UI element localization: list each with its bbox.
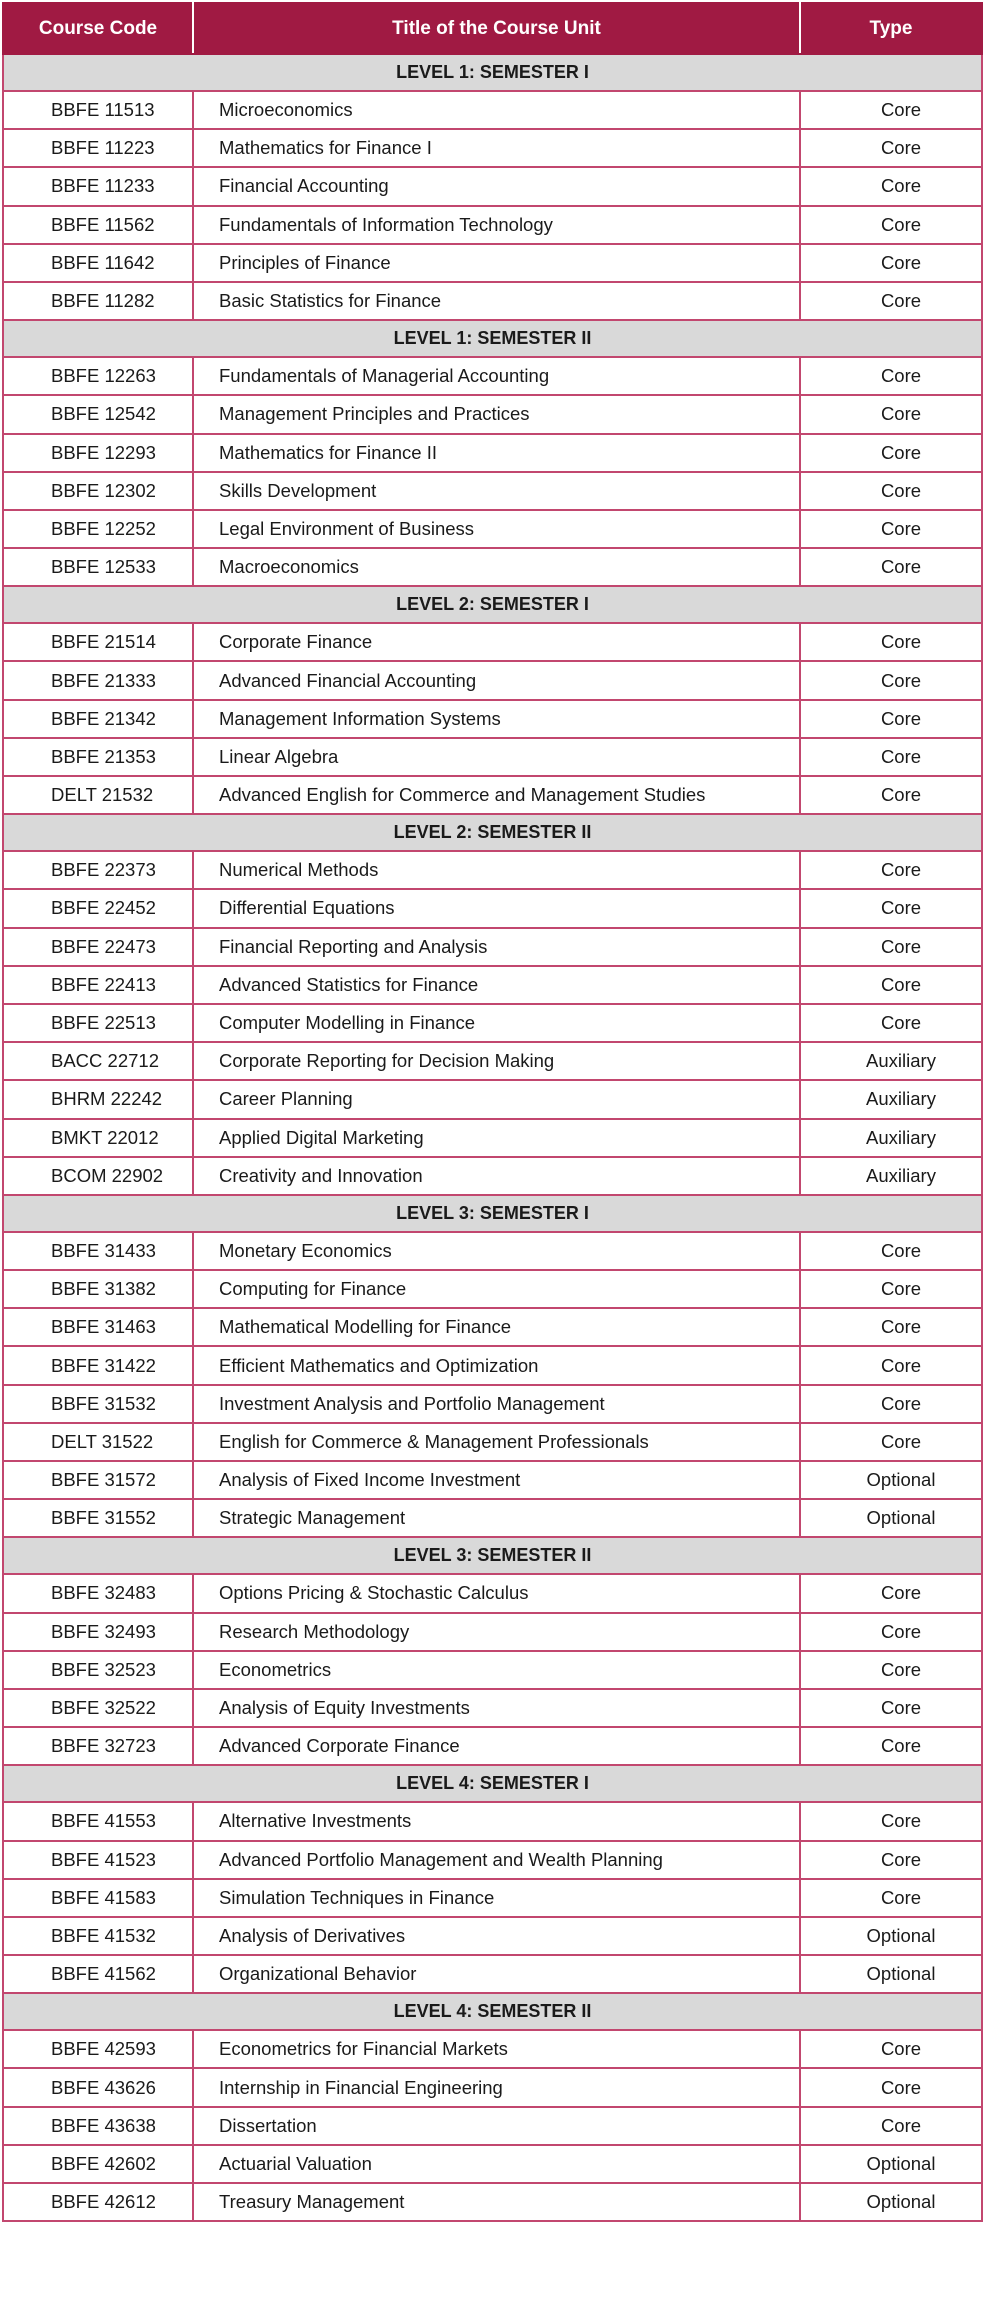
level-semester-row — [3, 54, 982, 91]
course-row — [3, 357, 982, 395]
course-row — [3, 851, 982, 889]
level-semester-row — [3, 320, 982, 357]
course-code-cell: BBFE 21353 — [3, 738, 193, 776]
course-code-cell: BBFE 22413 — [3, 966, 193, 1004]
course-row — [3, 1917, 982, 1955]
course-type-cell: Core — [800, 1727, 982, 1765]
course-type-cell: Optional — [800, 2183, 982, 2221]
course-title-cell: Financial Accounting — [193, 167, 800, 205]
course-type-cell: Core — [800, 395, 982, 433]
course-title-cell: Basic Statistics for Finance — [193, 282, 800, 320]
course-title-cell: Mathematics for Finance II — [193, 434, 800, 472]
course-type-cell: Core — [800, 244, 982, 282]
course-title-cell: Advanced Portfolio Management and Wealth Planning — [193, 1841, 800, 1879]
course-type-cell: Core — [800, 1004, 982, 1042]
course-title-cell: Efficient Mathematics and Optimization — [193, 1346, 800, 1384]
course-code-cell: BBFE 12533 — [3, 548, 193, 586]
course-type-cell: Core — [800, 966, 982, 1004]
course-code-cell: BBFE 21342 — [3, 700, 193, 738]
course-title-cell: Fundamentals of Information Technology — [193, 206, 800, 244]
course-row — [3, 928, 982, 966]
course-row — [3, 1879, 982, 1917]
course-code-cell: BBFE 31532 — [3, 1385, 193, 1423]
course-title-cell: Linear Algebra — [193, 738, 800, 776]
course-type-cell: Core — [800, 2107, 982, 2145]
course-table — [2, 2, 983, 2222]
course-code-cell: BBFE 11642 — [3, 244, 193, 282]
course-row — [3, 2107, 982, 2145]
course-code-cell: BBFE 11223 — [3, 129, 193, 167]
course-type-cell: Core — [800, 1841, 982, 1879]
course-type-cell: Optional — [800, 1917, 982, 1955]
course-title-cell: Econometrics — [193, 1651, 800, 1689]
course-title-cell: Computer Modelling in Finance — [193, 1004, 800, 1042]
course-title-cell: Advanced Financial Accounting — [193, 661, 800, 699]
course-title-cell: Organizational Behavior — [193, 1955, 800, 1993]
course-title-cell: Alternative Investments — [193, 1802, 800, 1840]
course-row — [3, 1955, 982, 1993]
course-title-cell: Microeconomics — [193, 91, 800, 129]
course-row — [3, 2183, 982, 2221]
column-header-type: Type — [800, 3, 982, 54]
course-row — [3, 1308, 982, 1346]
course-row — [3, 548, 982, 586]
course-table-body — [3, 54, 982, 2221]
course-code-cell: BBFE 42593 — [3, 2030, 193, 2068]
level-semester-heading: LEVEL 2: SEMESTER I — [3, 586, 982, 623]
course-code-cell: BBFE 12252 — [3, 510, 193, 548]
course-code-cell: BBFE 42612 — [3, 2183, 193, 2221]
course-code-cell: BBFE 12542 — [3, 395, 193, 433]
course-code-cell: BBFE 31572 — [3, 1461, 193, 1499]
course-title-cell: Career Planning — [193, 1080, 800, 1118]
header-row — [3, 3, 982, 54]
course-row — [3, 1461, 982, 1499]
course-row — [3, 472, 982, 510]
course-row — [3, 966, 982, 1004]
course-row — [3, 2068, 982, 2106]
course-title-cell: Computing for Finance — [193, 1270, 800, 1308]
course-code-cell: BBFE 11233 — [3, 167, 193, 205]
course-code-cell: BBFE 12302 — [3, 472, 193, 510]
course-type-cell: Core — [800, 1423, 982, 1461]
course-row — [3, 1157, 982, 1195]
course-type-cell: Core — [800, 1308, 982, 1346]
course-title-cell: Simulation Techniques in Finance — [193, 1879, 800, 1917]
level-semester-heading: LEVEL 4: SEMESTER I — [3, 1765, 982, 1802]
course-title-cell: Corporate Finance — [193, 623, 800, 661]
course-title-cell: Principles of Finance — [193, 244, 800, 282]
course-code-cell: BBFE 12293 — [3, 434, 193, 472]
course-type-cell: Core — [800, 434, 982, 472]
course-type-cell: Core — [800, 510, 982, 548]
course-title-cell: Strategic Management — [193, 1499, 800, 1537]
course-type-cell: Core — [800, 548, 982, 586]
course-row — [3, 1651, 982, 1689]
course-title-cell: Macroeconomics — [193, 548, 800, 586]
course-type-cell: Auxiliary — [800, 1119, 982, 1157]
course-row — [3, 700, 982, 738]
course-row — [3, 1613, 982, 1651]
course-code-cell: BBFE 32522 — [3, 1689, 193, 1727]
course-title-cell: Legal Environment of Business — [193, 510, 800, 548]
course-code-cell: BBFE 22473 — [3, 928, 193, 966]
course-code-cell: BBFE 22373 — [3, 851, 193, 889]
course-title-cell: English for Commerce & Management Professionals — [193, 1423, 800, 1461]
course-type-cell: Core — [800, 167, 982, 205]
course-code-cell: BBFE 41553 — [3, 1802, 193, 1840]
course-title-cell: Fundamentals of Managerial Accounting — [193, 357, 800, 395]
course-code-cell: BBFE 11562 — [3, 206, 193, 244]
course-type-cell: Auxiliary — [800, 1157, 982, 1195]
course-type-cell: Optional — [800, 2145, 982, 2183]
course-type-cell: Core — [800, 1574, 982, 1612]
course-row — [3, 1499, 982, 1537]
course-code-cell: BHRM 22242 — [3, 1080, 193, 1118]
course-code-cell: BBFE 41523 — [3, 1841, 193, 1879]
course-code-cell: BBFE 31463 — [3, 1308, 193, 1346]
course-type-cell: Core — [800, 623, 982, 661]
level-semester-row — [3, 1537, 982, 1574]
course-code-cell: BBFE 43626 — [3, 2068, 193, 2106]
course-row — [3, 1042, 982, 1080]
course-title-cell: Investment Analysis and Portfolio Management — [193, 1385, 800, 1423]
course-code-cell: BBFE 42602 — [3, 2145, 193, 2183]
course-code-cell: BBFE 41562 — [3, 1955, 193, 1993]
level-semester-heading: LEVEL 3: SEMESTER II — [3, 1537, 982, 1574]
level-semester-row — [3, 586, 982, 623]
course-type-cell: Core — [800, 851, 982, 889]
course-row — [3, 282, 982, 320]
course-row — [3, 1385, 982, 1423]
course-title-cell: Differential Equations — [193, 889, 800, 927]
column-header-course-title: Title of the Course Unit — [193, 3, 800, 54]
course-code-cell: BBFE 41583 — [3, 1879, 193, 1917]
course-title-cell: Analysis of Derivatives — [193, 1917, 800, 1955]
course-row — [3, 1727, 982, 1765]
course-row — [3, 129, 982, 167]
column-header-course-code: Course Code — [3, 3, 193, 54]
course-type-cell: Core — [800, 357, 982, 395]
course-code-cell: BBFE 31433 — [3, 1232, 193, 1270]
course-row — [3, 2030, 982, 2068]
course-row — [3, 1423, 982, 1461]
course-title-cell: Dissertation — [193, 2107, 800, 2145]
course-row — [3, 1232, 982, 1270]
course-type-cell: Core — [800, 928, 982, 966]
course-title-cell: Management Principles and Practices — [193, 395, 800, 433]
course-row — [3, 776, 982, 814]
course-row — [3, 167, 982, 205]
level-semester-row — [3, 1993, 982, 2030]
course-title-cell: Econometrics for Financial Markets — [193, 2030, 800, 2068]
course-row — [3, 1080, 982, 1118]
course-title-cell: Financial Reporting and Analysis — [193, 928, 800, 966]
course-title-cell: Management Information Systems — [193, 700, 800, 738]
course-row — [3, 395, 982, 433]
course-row — [3, 434, 982, 472]
course-code-cell: BMKT 22012 — [3, 1119, 193, 1157]
course-row — [3, 510, 982, 548]
course-code-cell: BBFE 31382 — [3, 1270, 193, 1308]
course-code-cell: BACC 22712 — [3, 1042, 193, 1080]
course-type-cell: Core — [800, 1651, 982, 1689]
course-code-cell: BCOM 22902 — [3, 1157, 193, 1195]
course-type-cell: Core — [800, 700, 982, 738]
course-title-cell: Analysis of Fixed Income Investment — [193, 1461, 800, 1499]
course-code-cell: BBFE 21333 — [3, 661, 193, 699]
level-semester-row — [3, 1195, 982, 1232]
course-row — [3, 1004, 982, 1042]
course-title-cell: Internship in Financial Engineering — [193, 2068, 800, 2106]
course-code-cell: BBFE 32523 — [3, 1651, 193, 1689]
course-code-cell: BBFE 43638 — [3, 2107, 193, 2145]
course-row — [3, 206, 982, 244]
course-row — [3, 1346, 982, 1384]
course-code-cell: BBFE 32483 — [3, 1574, 193, 1612]
course-type-cell: Core — [800, 889, 982, 927]
course-type-cell: Auxiliary — [800, 1080, 982, 1118]
course-type-cell: Core — [800, 1689, 982, 1727]
course-title-cell: Options Pricing & Stochastic Calculus — [193, 1574, 800, 1612]
course-type-cell: Core — [800, 1613, 982, 1651]
course-code-cell: BBFE 31422 — [3, 1346, 193, 1384]
course-type-cell: Core — [800, 661, 982, 699]
course-type-cell: Core — [800, 91, 982, 129]
course-title-cell: Analysis of Equity Investments — [193, 1689, 800, 1727]
level-semester-heading: LEVEL 1: SEMESTER I — [3, 54, 982, 91]
course-code-cell: BBFE 32493 — [3, 1613, 193, 1651]
course-row — [3, 661, 982, 699]
course-row — [3, 1689, 982, 1727]
course-row — [3, 1841, 982, 1879]
course-code-cell: BBFE 31552 — [3, 1499, 193, 1537]
course-type-cell: Auxiliary — [800, 1042, 982, 1080]
level-semester-row — [3, 814, 982, 851]
course-title-cell: Mathematical Modelling for Finance — [193, 1308, 800, 1346]
course-title-cell: Applied Digital Marketing — [193, 1119, 800, 1157]
course-type-cell: Core — [800, 206, 982, 244]
course-title-cell: Creativity and Innovation — [193, 1157, 800, 1195]
course-title-cell: Numerical Methods — [193, 851, 800, 889]
course-title-cell: Advanced Corporate Finance — [193, 1727, 800, 1765]
course-row — [3, 1802, 982, 1840]
course-code-cell: BBFE 12263 — [3, 357, 193, 395]
course-row — [3, 91, 982, 129]
course-type-cell: Core — [800, 1346, 982, 1384]
course-code-cell: BBFE 11282 — [3, 282, 193, 320]
course-title-cell: Advanced Statistics for Finance — [193, 966, 800, 1004]
course-row — [3, 244, 982, 282]
course-row — [3, 738, 982, 776]
course-row — [3, 1270, 982, 1308]
course-type-cell: Core — [800, 1232, 982, 1270]
course-type-cell: Core — [800, 1879, 982, 1917]
course-title-cell: Mathematics for Finance I — [193, 129, 800, 167]
level-semester-heading: LEVEL 3: SEMESTER I — [3, 1195, 982, 1232]
course-type-cell: Core — [800, 2068, 982, 2106]
course-title-cell: Monetary Economics — [193, 1232, 800, 1270]
course-type-cell: Optional — [800, 1499, 982, 1537]
course-type-cell: Core — [800, 1270, 982, 1308]
course-type-cell: Core — [800, 1385, 982, 1423]
course-code-cell: DELT 21532 — [3, 776, 193, 814]
course-title-cell: Skills Development — [193, 472, 800, 510]
course-code-cell: BBFE 32723 — [3, 1727, 193, 1765]
course-type-cell: Core — [800, 738, 982, 776]
course-code-cell: BBFE 22452 — [3, 889, 193, 927]
course-title-cell: Actuarial Valuation — [193, 2145, 800, 2183]
level-semester-heading: LEVEL 1: SEMESTER II — [3, 320, 982, 357]
level-semester-heading: LEVEL 2: SEMESTER II — [3, 814, 982, 851]
course-row — [3, 889, 982, 927]
course-row — [3, 2145, 982, 2183]
course-title-cell: Research Methodology — [193, 1613, 800, 1651]
course-type-cell: Core — [800, 776, 982, 814]
course-row — [3, 1574, 982, 1612]
level-semester-heading: LEVEL 4: SEMESTER II — [3, 1993, 982, 2030]
course-type-cell: Core — [800, 129, 982, 167]
course-row — [3, 623, 982, 661]
course-title-cell: Advanced English for Commerce and Management Studies — [193, 776, 800, 814]
course-type-cell: Core — [800, 472, 982, 510]
course-row — [3, 1119, 982, 1157]
course-type-cell: Optional — [800, 1461, 982, 1499]
course-code-cell: BBFE 22513 — [3, 1004, 193, 1042]
course-type-cell: Core — [800, 282, 982, 320]
course-title-cell: Corporate Reporting for Decision Making — [193, 1042, 800, 1080]
course-type-cell: Core — [800, 1802, 982, 1840]
course-type-cell: Optional — [800, 1955, 982, 1993]
course-code-cell: BBFE 11513 — [3, 91, 193, 129]
course-title-cell: Treasury Management — [193, 2183, 800, 2221]
course-code-cell: DELT 31522 — [3, 1423, 193, 1461]
level-semester-row — [3, 1765, 982, 1802]
course-type-cell: Core — [800, 2030, 982, 2068]
course-code-cell: BBFE 41532 — [3, 1917, 193, 1955]
course-code-cell: BBFE 21514 — [3, 623, 193, 661]
